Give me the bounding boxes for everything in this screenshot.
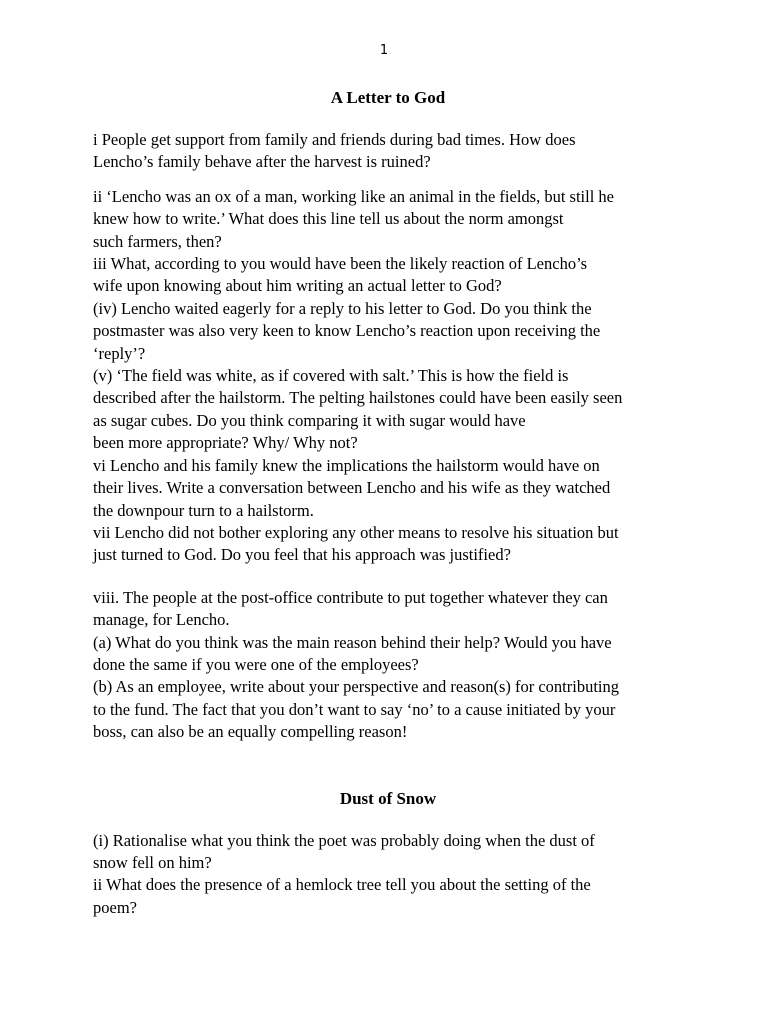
text-line: snow fell on him? (93, 852, 212, 872)
text-line: i People get support from family and friends during bad times. How does (93, 130, 576, 149)
text-line: to the fund. The fact that you don’t want to say ‘no’ to a cause initiated by your (93, 699, 616, 719)
text-line: boss, can also be an equally compelling reason! (93, 722, 408, 742)
question-viii (93, 587, 683, 744)
text-line: (v) ‘The field was white, as if covered with salt.’ This is how the field is (93, 366, 569, 386)
text-line: ‘reply’? (93, 343, 146, 363)
text-line: (b) As an employee, write about your perspective and reason(s) for contributing (93, 677, 620, 697)
text-line: iii What, according to you would have been the likely reaction of Lencho’s (93, 254, 588, 274)
text-line: their lives. Write a conversation between Lencho and his wife as they watched (93, 478, 611, 498)
text-line: wife upon knowing about him writing an actual letter to God? (93, 276, 502, 296)
text-line: such farmers, then? (93, 231, 222, 251)
text-line: ii ‘Lencho was an ox of a man, working like an animal in the fields, but still he (93, 186, 614, 206)
text-line: described after the hailstorm. The pelting hailstones could have been easily seen (93, 388, 623, 408)
text-line: manage, for Lencho. (93, 610, 230, 630)
section-title-dust-of-snow: Dust of Snow (339, 788, 437, 808)
text-line: just turned to God. Do you feel that his approach was justified? (93, 545, 511, 565)
page-number: 1 (379, 43, 389, 58)
section-title-a-letter-to-god: A Letter to God (330, 88, 446, 107)
text-line: the downpour turn to a hailstorm. (93, 500, 314, 520)
text-line: knew how to write.’ What does this line tell us about the norm amongst (93, 209, 564, 229)
question-i (93, 129, 683, 174)
questions-ii-to-vii (93, 186, 683, 567)
text-line: poem? (93, 897, 137, 917)
text-line: (i) Rationalise what you think the poet was probably doing when the dust of (93, 830, 595, 850)
text-line: been more appropriate? Why/ Why not? (93, 433, 358, 453)
text-line: (a) What do you think was the main reason behind their help? Would you have (93, 632, 612, 652)
text-line: postmaster was also very keen to know Lencho’s reaction upon receiving the (93, 321, 601, 341)
text-line: Lencho’s family behave after the harvest is ruined? (93, 152, 431, 172)
document-body (93, 87, 683, 919)
dust-of-snow-questions (93, 830, 683, 920)
text-line: as sugar cubes. Do you think comparing it with sugar would have (93, 410, 526, 430)
text-line: vii Lencho did not bother exploring any other means to resolve his situation but (93, 522, 619, 542)
text-line: viii. The people at the post-office contribute to put together whatever they can (93, 587, 608, 607)
text-line: done the same if you were one of the employees? (93, 654, 419, 674)
text-line: (iv) Lencho waited eagerly for a reply to his letter to God. Do you think the (93, 298, 592, 318)
text-line: vi Lencho and his family knew the implications the hailstorm would have on (93, 455, 600, 475)
text-line: ii What does the presence of a hemlock tree tell you about the setting of the (93, 875, 591, 895)
